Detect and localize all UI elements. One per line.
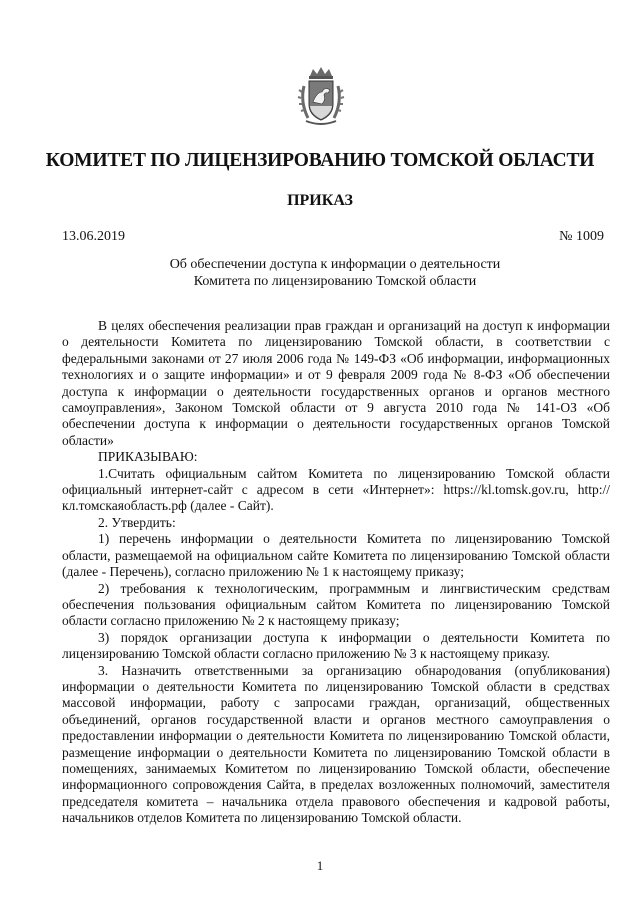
body-paragraph: В целях обеспечения реализации прав граждан и организаций на доступ к информации о деятельности Комитета по лицензированию Томской области, в соответствии с федеральными законами от 27 июля 2006 года № 149-ФЗ «Об информации, информационных технологиях и о защите информации» и от 9 февраля 2009 года № 8-ФЗ «Об обеспечении доступа к информации о деятельности государственных органов и органов местного самоуправления», Законом Томской области от 9 августа 2010 года № 141-ОЗ «Об обеспечении доступа к информации о деятельности государственных органов Томской области»	[62, 318, 610, 448]
body-paragraph: 1.Считать официальным сайтом Комитета по лицензированию Томской области официальный интернет-сайт с адресом в сети «Интернет»: https://kl.tomsk.gov.ru, http://кл.томскаяобласть.рф (далее - Сайт).	[62, 465, 610, 514]
document-number: № 1009	[559, 229, 604, 244]
body-paragraph: 2. Утвердить:	[98, 514, 176, 530]
document-subject: Об обеспечении доступа к информации о деятельности Комитета по лицензированию Томской области	[169, 257, 501, 289]
body-paragraph: 1) перечень информации о деятельности Комитета по лицензированию Томской области, размещаемой на официальном сайте Комитета по лицензированию Томской области (далее - Перечень), согласно приложению № 1 к настоящему приказу;	[62, 531, 610, 580]
body-paragraph: 3. Назначить ответственными за организацию обнародования (опубликования) информации о деятельности Комитета по лицензированию Томской области в средствах массовой информации, работу с запросами граждан, организаций, общественных объединений, органов государственной власти и органов местного самоуправления о предоставлении информации о деятельности Комитета по лицензированию Томской области, размещение информации о деятельности Комитета по лицензированию Томской области в помещениях, занимаемых Комитетом по лицензированию Томской области, обеспечение информационного сопровождения Сайта, в пределах возложенных полномочий, заместителя председателя комитета – начальника отдела правового обеспечения и кадровой работы, начальников отделов Комитета по лицензированию Томской области.	[62, 662, 610, 826]
body-paragraph: 2) требования к технологическим, программным и лингвистическим средствам обеспечения пользования официальным сайтом Комитета по лицензированию Томской области согласно приложению № 2 к настоящему приказу;	[62, 580, 610, 629]
body-paragraph: 3) порядок организации доступа к информации о деятельности Комитета по лицензированию Томской области согласно приложению № 3 к настоящему приказу.	[62, 629, 610, 662]
document-body	[62, 318, 610, 827]
organization-title: КОМИТЕТ ПО ЛИЦЕНЗИРОВАНИЮ ТОМСКОЙ ОБЛАСТИ	[45, 150, 595, 171]
page-number: 1	[316, 858, 324, 873]
coat-of-arms-icon	[296, 66, 346, 128]
document-type: ПРИКАЗ	[287, 192, 353, 209]
body-paragraph: ПРИКАЗЫВАЮ:	[98, 449, 198, 465]
document-date: 13.06.2019	[62, 229, 125, 244]
